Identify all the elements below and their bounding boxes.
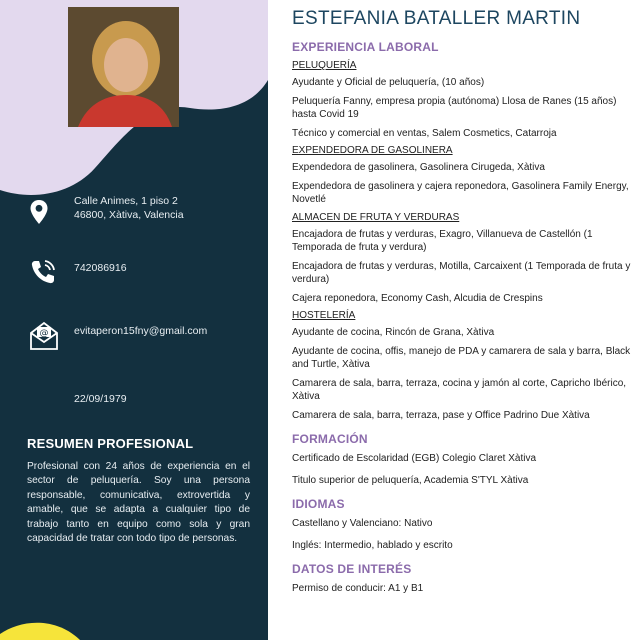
profile-photo-image xyxy=(68,7,179,127)
education-title: FORMACIÓN xyxy=(292,432,368,446)
experience-group xyxy=(292,60,632,140)
education-entry: Titulo superior de peluquería, Academia S'TYL Xàtiva xyxy=(292,474,529,486)
experience-entry: Encajadora de frutas y verduras, Motilla, Carcaixent (1 Temporada de fruta y verdura) xyxy=(292,260,631,285)
experience-group-heading: ALMACEN DE FRUTA Y VERDURAS xyxy=(292,211,460,223)
language-entry: Inglés: Intermedio, hablado y escrito xyxy=(292,539,453,551)
experience-section xyxy=(292,40,632,422)
experience-entry: Cajera reponedora, Economy Cash, Alcudia de Crespins xyxy=(292,292,543,304)
experience-group-heading: HOSTELERÍA xyxy=(292,310,356,321)
education-entry: Certificado de Escolaridad (EGB) Colegio Claret Xàtiva xyxy=(292,453,536,464)
summary-text: Profesional con 24 años de experiencia en el sector de peluquería. Soy una persona responsable, comunicativa, extrovertida y amable, que se adapta a cualquier tipo de trabajo tanto en equipo como sola y gran capacidad de tratar con todo tipo de personas. xyxy=(27,461,250,545)
experience-entry: Peluquería Fanny, empresa propia (autónoma) Llosa de Ranes (15 años) hasta Covid 19 xyxy=(292,95,617,120)
languages-section xyxy=(292,497,632,552)
experience-entry: Técnico y comercial en ventas, Salem Cosmetics, Catarroja xyxy=(292,127,557,139)
svg-text:@: @ xyxy=(39,328,49,339)
candidate-name: ESTEFANIA BATALLER MARTIN xyxy=(292,8,581,29)
experience-entry: Encajadora de frutas y verduras, Exagro, Villanueva de Castellón (1 Temporada de fruta y verdura) xyxy=(292,228,593,253)
languages-title: IDIOMAS xyxy=(292,497,345,511)
address-line-2: 46800, Xàtiva, Valencia xyxy=(74,209,184,221)
email-envelope-icon xyxy=(29,321,59,356)
language-entry: Castellano y Valenciano: Nativo xyxy=(292,518,433,529)
address-line-1: Calle Animes, 1 piso 2 xyxy=(74,195,178,207)
interest-entry: Permiso de conducir: A1 y B1 xyxy=(292,583,424,594)
experience-group-heading: PELUQUERÍA xyxy=(292,60,357,71)
experience-group xyxy=(292,145,632,207)
experience-group xyxy=(292,212,632,306)
sidebar xyxy=(0,0,268,640)
decorative-blob-bottom xyxy=(0,616,100,640)
birthdate: 22/09/1979 xyxy=(74,393,127,405)
experience-group-heading: EXPENDEDORA DE GASOLINERA xyxy=(292,145,453,156)
main-content xyxy=(292,8,632,601)
experience-entry: Ayudante de cocina, Rincón de Grana, Xàtiva xyxy=(292,327,495,338)
experience-entry: Camarera de sala, barra, terraza, pase y Office Padrino Due Xàtiva xyxy=(292,409,590,421)
experience-entry: Expendedora de gasolinera y cajera reponedora, Gasolinera Family Energy, Novetlé xyxy=(292,180,629,205)
email-address: evitaperon15fny@gmail.com xyxy=(74,325,208,337)
phone-icon xyxy=(29,258,57,291)
experience-group xyxy=(292,310,632,422)
experience-entry: Camarera de sala, barra, terraza, cocina y jamón al corte, Capricho Ibérico, Xàtiva xyxy=(292,377,627,402)
experience-title: EXPERIENCIA LABORAL xyxy=(292,40,439,54)
interest-title: DATOS DE INTERÉS xyxy=(292,562,412,576)
experience-entry: Ayudante y Oficial de peluquería, (10 años) xyxy=(292,77,485,88)
location-pin-icon xyxy=(29,199,49,230)
summary-title: RESUMEN PROFESIONAL xyxy=(27,436,194,451)
interest-section xyxy=(292,562,632,596)
profile-photo xyxy=(68,7,179,127)
experience-entry: Expendedora de gasolinera, Gasolinera Cirugeda, Xàtiva xyxy=(292,162,545,173)
experience-entry: Ayudante de cocina, offis, manejo de PDA y camarera de sala y barra, Black and Turtle, Xàtiva xyxy=(292,345,631,370)
education-section xyxy=(292,432,632,487)
phone-number: 742086916 xyxy=(74,262,127,274)
